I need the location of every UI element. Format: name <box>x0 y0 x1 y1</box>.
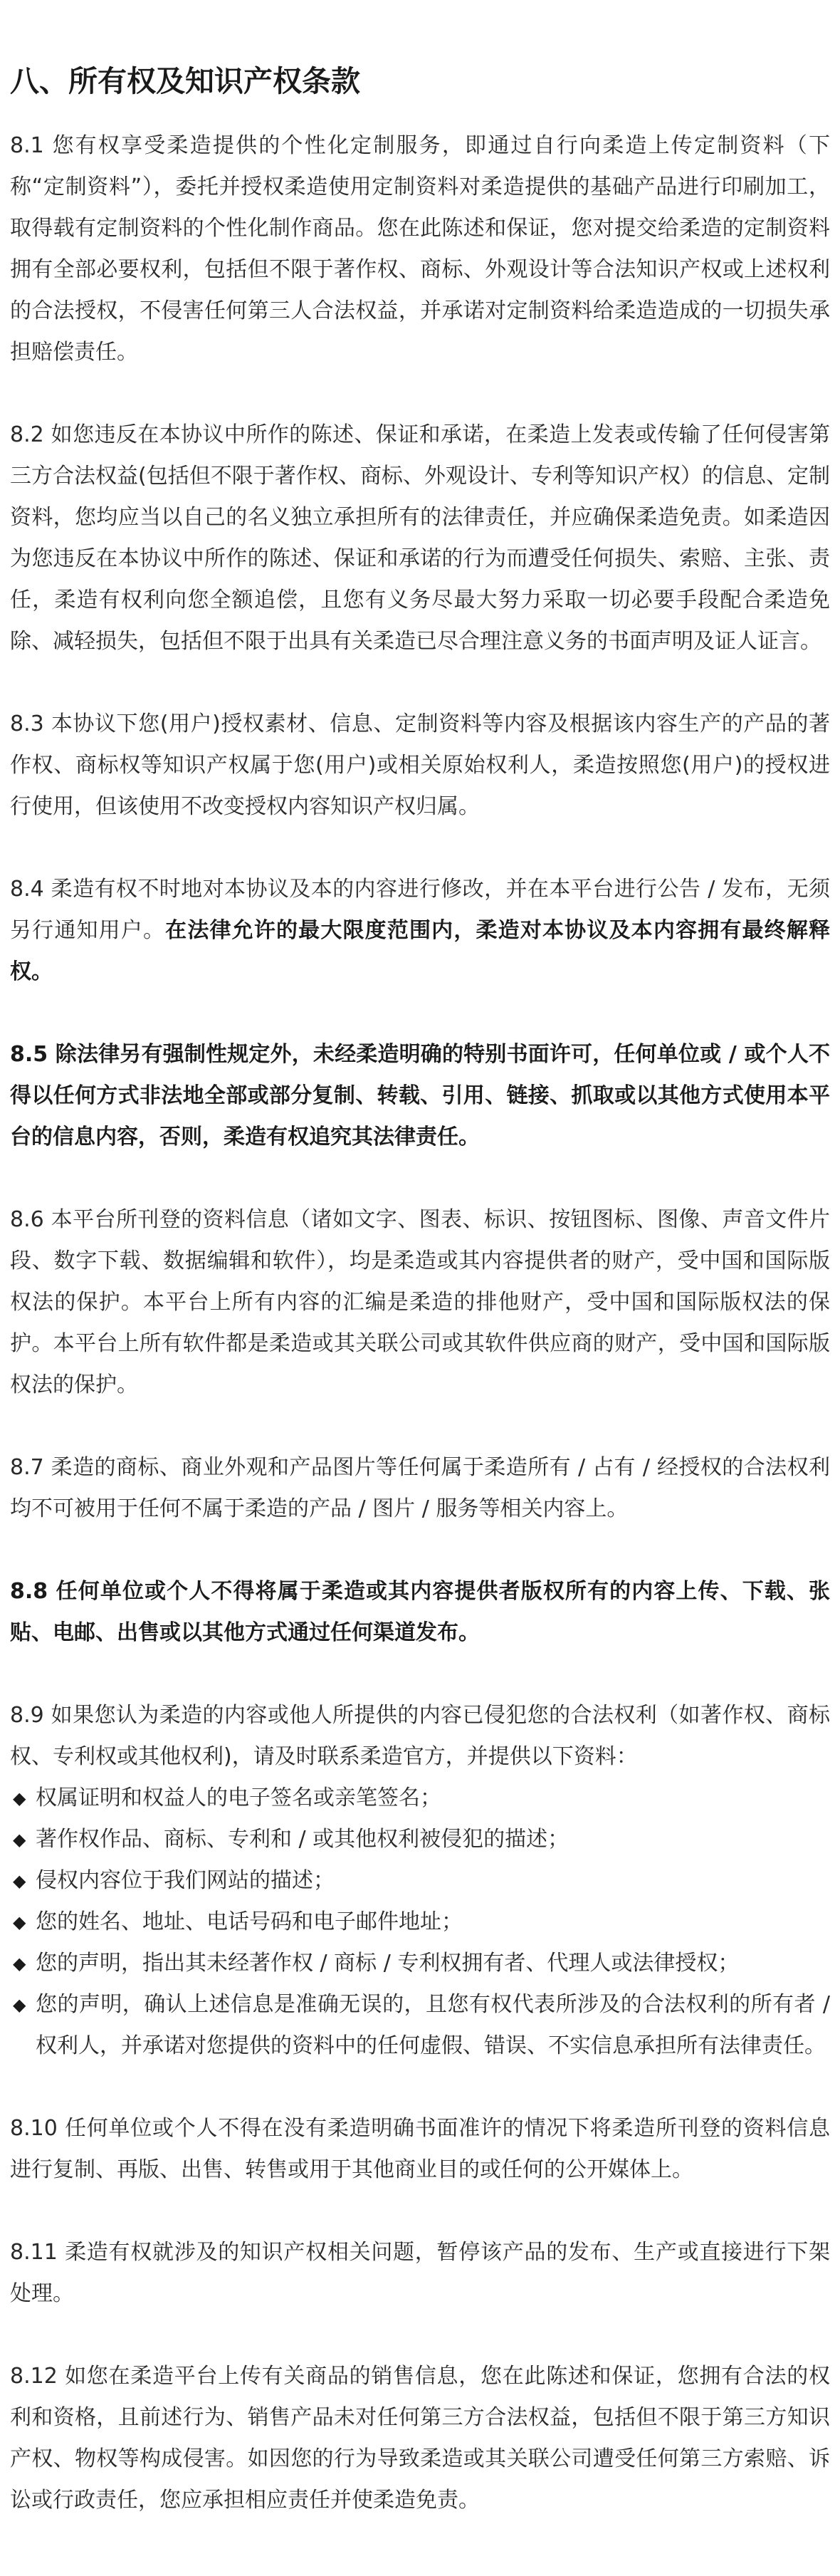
clause-8-11: 8.11 柔造有权就涉及的知识产权相关问题，暂停该产品的发布、生产或直接进行下架处理。 <box>10 2240 830 2306</box>
list-item <box>10 1819 830 1860</box>
clause-8-4-text: 8.4 柔造有权不时地对本协议及本的内容进行修改，并在本平台进行公告 / 发布，无须另行通知用户。 <box>10 877 830 943</box>
diamond-bullet-icon: ◆ <box>13 1995 26 2015</box>
diamond-bullet-icon: ◆ <box>13 1954 26 1973</box>
diamond-bullet-icon: ◆ <box>13 1788 26 1808</box>
diamond-bullet-icon: ◆ <box>13 1871 26 1891</box>
list-item-text: 权属证明和权益人的电子签名或亲笔签名； <box>36 1785 441 1810</box>
clause-8-6: 8.6 本平台所刊登的资料信息（诸如文字、图表、标识、按钮图标、图像、声音文件片段、数字下载、数据编辑和软件），均是柔造或其内容提供者的财产，受中国和国际版权法的保护。本平台上所有内容的汇编是柔造的排他财产，受中国和国际版权法的保护。本平台上所有软件都是柔造或其关联公司或其软件供应商的财产，受中国和国际版权法的保护。 <box>10 1207 830 1397</box>
clause-8-3: 8.3 本协议下您(用户)授权素材、信息、定制资料等内容及根据该内容生产的产品的著作权、商标权等知识产权属于您(用户)或相关原始权利人，柔造按照您(用户)的授权进行使用，但该使用不改变授权内容知识产权归属。 <box>10 711 830 819</box>
list-item-text: 著作权作品、商标、专利和 / 或其他权利被侵犯的描述； <box>36 1827 569 1852</box>
clause-8-9-list <box>10 1778 830 2067</box>
list-item <box>10 1943 830 1984</box>
list-item <box>10 1778 830 1819</box>
list-item-text: 侵权内容位于我们网站的描述； <box>36 1868 335 1893</box>
clause-8-4 <box>10 869 830 993</box>
list-item-text: 您的声明，指出其未经著作权 / 商标 / 专利权拥有者、代理人或法律授权； <box>36 1951 740 1976</box>
list-item <box>10 1984 830 2067</box>
clause-8-4-bold-text: 在法律允许的最大限度范围内，柔造对本协议及本内容拥有最终解释权。 <box>10 918 831 984</box>
diamond-bullet-icon: ◆ <box>13 1830 26 1850</box>
list-item-text: 您的声明，确认上述信息是准确无误的，且您有权代表所涉及的合法权利的所有者 / 权利人，并承诺对您提供的资料中的任何虚假、错误、不实信息承担所有法律责任。 <box>36 1992 830 2058</box>
clause-8-5: 8.5 除法律另有强制性规定外，未经柔造明确的特别书面许可，任何单位或 / 或个人不得以任何方式非法地全部或部分复制、转载、引用、链接、抓取或以其他方式使用本平台的信息内容，否则，柔造有权追究其法律责任。 <box>10 1042 830 1149</box>
clause-8-7: 8.7 柔造的商标、商业外观和产品图片等任何属于柔造所有 / 占有 / 经授权的合法权利均不可被用于任何不属于柔造的产品 / 图片 / 服务等相关内容上。 <box>10 1455 830 1521</box>
clause-8-2: 8.2 如您违反在本协议中所作的陈述、保证和承诺，在柔造上发表或传输了任何侵害第三方合法权益(包括但不限于著作权、商标、外观设计、专利等知识产权）的信息、定制资料，您均应当以自己的名义独立承担所有的法律责任，并应确保柔造免责。如柔造因为您违反在本协议中所作的陈述、保证和承诺的行为而遭受任何损失、索赔、主张、责任，柔造有权利向您全额追偿，且您有义务尽最大努力采取一切必要手段配合柔造免除、减轻损失，包括但不限于出具有关柔造已尽合理注意义务的书面声明及证人证言。 <box>10 422 830 654</box>
clause-8-1: 8.1 您有权享受柔造提供的个性化定制服务，即通过自行向柔造上传定制资料（下称“定制资料”），委托并授权柔造使用定制资料对柔造提供的基础产品进行印刷加工，取得载有定制资料的个性化制作商品。您在此陈述和保证，您对提交给柔造的定制资料拥有全部必要权利，包括但不限于著作权、商标、外观设计等合法知识产权或上述权利的合法授权，不侵害任何第三人合法权益，并承诺对定制资料给柔造造成的一切损失承担赔偿责任。 <box>10 133 830 365</box>
diamond-bullet-icon: ◆ <box>13 1912 26 1932</box>
list-item-text: 您的姓名、地址、电话号码和电子邮件地址； <box>36 1909 463 1934</box>
section-title: 八、所有权及知识产权条款 <box>10 64 360 98</box>
clause-8-10: 8.10 任何单位或个人不得在没有柔造明确书面准许的情况下将柔造所刊登的资料信息进行复制、再版、出售、转售或用于其他商业目的或任何的公开媒体上。 <box>10 2116 830 2182</box>
clause-8-12: 8.12 如您在柔造平台上传有关商品的销售信息，您在此陈述和保证，您拥有合法的权利和资格，且前述行为、销售产品未对任何第三方合法权益，包括但不限于第三方知识产权、物权等构成侵害。如因您的行为导致柔造或其关联公司遭受任何第三方索赔、诉讼或行政责任，您应承担相应责任并使柔造免责。 <box>10 2364 830 2513</box>
list-item <box>10 1902 830 1943</box>
clause-8-9-intro: 8.9 如果您认为柔造的内容或他人所提供的内容已侵犯您的合法权利（如著作权、商标权、专利权或其他权利)，请及时联系柔造官方，并提供以下资料： <box>10 1703 830 1769</box>
clause-8-8: 8.8 任何单位或个人不得将属于柔造或其内容提供者版权所有的内容上传、下载、张贴、电邮、出售或以其他方式通过任何渠道发布。 <box>10 1579 830 1645</box>
list-item <box>10 1860 830 1902</box>
